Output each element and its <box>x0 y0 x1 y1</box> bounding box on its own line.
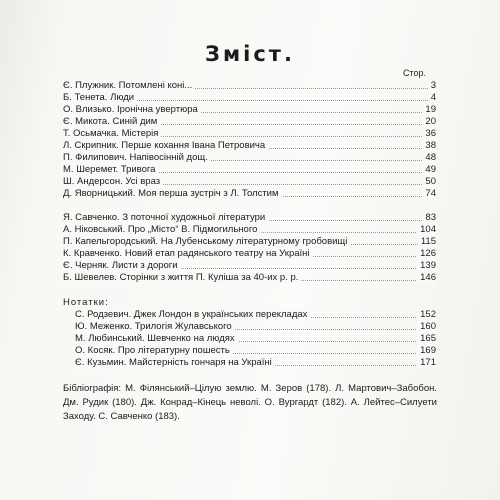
toc-entry-title: Б. Шевелев. Сторінки з життя П. Куліша за 40-их р. р. <box>63 272 301 284</box>
toc-entry-title: П. Филипович. Напівосінній дощ. <box>63 152 211 164</box>
toc-entry <box>63 212 436 224</box>
toc-entry-title: С. Родзевич. Джек Лондон в українських перекладах <box>75 309 310 321</box>
toc-entry-page: 126 <box>417 248 436 260</box>
toc-entry-page: 165 <box>417 333 436 345</box>
notes-heading: Нотатки: <box>63 297 109 308</box>
toc-entry <box>63 104 436 116</box>
toc-entry-title: Ш. Андерсон. Усі враз <box>63 176 163 188</box>
toc-entry-title: О. Косяк. Про літературну пошесть <box>75 345 233 357</box>
toc-entry-title: Є. Черняк. Листи з дороги <box>63 260 181 272</box>
toc-entry <box>63 128 436 140</box>
toc-entry-title: Т. Осьмачка. Містерія <box>63 128 161 140</box>
toc-entry-page: 4 <box>428 92 436 104</box>
toc-entry-title: Є. Плужник. Потомлені коні... <box>63 80 195 92</box>
page-column-header: Стор. <box>402 68 426 78</box>
toc-entry-title: П. Капельгородський. На Лубенському літературному гробовищі <box>63 236 350 248</box>
toc-entry-page: 38 <box>422 140 436 152</box>
toc-entry-title: М. Шеремет. Тривога <box>63 164 158 176</box>
toc-entry-page: 115 <box>418 236 436 248</box>
toc-entry-page: 49 <box>422 164 436 176</box>
toc-entry <box>63 176 436 188</box>
toc-section-works <box>63 80 436 200</box>
toc-entry-page: 48 <box>422 152 436 164</box>
page-title: Зміст. <box>205 42 295 66</box>
toc-entry-title: Б. Тенета. Люди <box>63 92 137 104</box>
toc-entry <box>63 140 436 152</box>
toc-entry-title: О. Влизько. Іронічна увертюра <box>63 104 201 116</box>
toc-entry <box>63 236 436 248</box>
toc-entry-title: Я. Савченко. З поточної художньої літератури <box>63 212 268 224</box>
toc-entry <box>75 345 436 357</box>
toc-entry-title: Є. Микота. Синій дим <box>63 116 160 128</box>
toc-entry <box>63 152 436 164</box>
toc-entry-title: Д. Яворницький. Моя перша зустріч з Л. Толстим <box>63 188 282 200</box>
toc-entry <box>63 116 436 128</box>
toc-entry-title: К. Кравченко. Новий етап радянського театру на Україні <box>63 248 313 260</box>
toc-entry-page: 3 <box>428 80 436 92</box>
toc-entry <box>63 80 436 92</box>
toc-entry-title: М. Любинський. Шевченко на людях <box>75 333 238 345</box>
toc-entry <box>75 321 436 333</box>
toc-entry-page: 104 <box>417 224 436 236</box>
toc-entry-page: 171 <box>417 357 436 369</box>
toc-entry-title: А. Ніковський. Про „Місто“ В. Підмогильного <box>63 224 260 236</box>
toc-entry-title: Л. Скрипник. Перше кохання Івана Петровича <box>63 140 268 152</box>
toc-section-criticism <box>63 212 436 284</box>
toc-entry-page: 152 <box>417 309 436 321</box>
toc-entry-page: 139 <box>417 260 436 272</box>
toc-entry-page: 36 <box>422 128 436 140</box>
toc-entry-page: 50 <box>422 176 436 188</box>
toc-entry-page: 20 <box>422 116 436 128</box>
toc-entry <box>75 309 436 321</box>
toc-entry <box>63 248 436 260</box>
toc-entry <box>63 164 436 176</box>
toc-entry-page: 19 <box>422 104 436 116</box>
toc-entry <box>63 224 436 236</box>
toc-section-notes <box>75 309 436 369</box>
toc-entry <box>75 333 436 345</box>
toc-entry-page: 74 <box>422 188 436 200</box>
bibliography-paragraph <box>63 382 437 424</box>
toc-entry-title: Є. Кузьмин. Майстерність гончаря на Україні <box>75 357 275 369</box>
bibliography-text: Бібліографія: М. Філянський–Цілую землю. М. Зеров (178). Л. Мартович–Забобон. Дм. Рудик (180). Дж. Конрад–Кінець неволі. О. Вургардт (182). А. Лейтес–Силуети Заходу. С. Савченко (183). <box>63 383 437 422</box>
toc-entry-page: 169 <box>417 345 436 357</box>
toc-entry-page: 83 <box>422 212 436 224</box>
toc-entry <box>75 357 436 369</box>
toc-entry <box>63 188 436 200</box>
toc-entry-page: 160 <box>417 321 436 333</box>
toc-entry-title: Ю. Меженко. Трилогія Жулавського <box>75 321 235 333</box>
toc-entry <box>63 260 436 272</box>
toc-entry <box>63 272 436 284</box>
toc-entry <box>63 92 436 104</box>
toc-entry-page: 146 <box>417 272 436 284</box>
